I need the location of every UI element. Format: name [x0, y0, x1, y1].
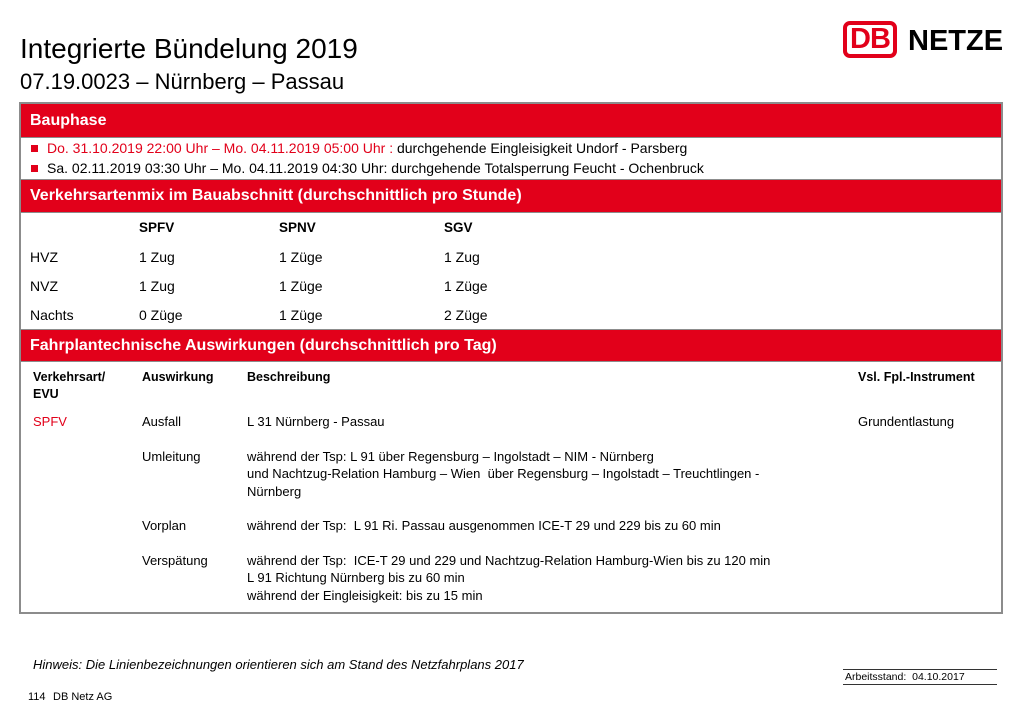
table-cell: 0 Züge	[139, 306, 183, 323]
table-row	[33, 448, 1001, 501]
beschreibung-line: Nürnberg	[247, 483, 302, 499]
table-header-row	[30, 213, 1001, 242]
instrument-cell	[858, 517, 1001, 535]
arbeitsstand-label: Arbeitsstand: 04.10.2017	[843, 669, 997, 685]
verkehrsart-cell	[33, 517, 142, 535]
verkehrsart-cell	[33, 448, 142, 501]
table-cell: 1 Zug	[139, 248, 175, 265]
column-header-verkehrsart: Verkehrsart/ EVU	[33, 370, 106, 401]
column-header-sgv: SGV	[444, 220, 473, 235]
table-row	[33, 413, 1001, 431]
auswirkung-cell: Umleitung	[142, 448, 201, 464]
table-row	[30, 271, 1001, 300]
beschreibung-cell	[247, 413, 858, 431]
beschreibung-cell	[247, 517, 858, 535]
table-row	[33, 552, 1001, 605]
netze-wordmark: NETZE	[908, 25, 1004, 57]
beschreibung-line: L 31 Nürnberg - Passau	[247, 414, 385, 429]
bauphase-description: Sa. 02.11.2019 03:30 Uhr – Mo. 04.11.2019 04:30 Uhr: durchgehende Totalsperrung Feucht - Ochenbruck	[47, 160, 704, 176]
row-label: HVZ	[30, 248, 58, 265]
company-name: DB Netz AG	[53, 691, 113, 703]
section-heading-bauphase: Bauphase	[21, 104, 1001, 138]
column-header-beschreibung: Beschreibung	[247, 370, 331, 384]
verkehrsart-cell	[33, 552, 142, 605]
table-cell: 1 Züge	[444, 277, 488, 294]
beschreibung-line: während der Eingleisigkeit: bis zu 15 min	[247, 587, 483, 603]
column-header-auswirkung: Auswirkung	[142, 370, 214, 384]
instrument-cell	[858, 448, 1001, 501]
column-header-instrument: Vsl. Fpl.-Instrument	[858, 370, 975, 384]
table-cell: 1 Zug	[139, 277, 175, 294]
table-cell: 1 Züge	[279, 306, 323, 323]
beschreibung-line: während der Tsp: L 91 Ri. Passau ausgenommen ICE-T 29 und 229 bis zu 60 min	[247, 518, 721, 533]
beschreibung-line: während der Tsp: ICE-T 29 und 229 und Nachtzug-Relation Hamburg-Wien bis zu 120 min	[247, 552, 771, 568]
beschreibung-line: L 91 Richtung Nürnberg bis zu 60 min	[247, 570, 465, 585]
column-header-spnv: SPNV	[279, 220, 316, 235]
section-heading-auswirkungen: Fahrplantechnische Auswirkungen (durchschnittlich pro Tag)	[21, 329, 1001, 362]
instrument-cell: Grundentlastung	[858, 414, 955, 429]
beschreibung-line: während der Tsp: L 91 über Regensburg – Ingolstadt – NIM - Nürnberg	[247, 448, 654, 464]
column-header-spfv: SPFV	[139, 220, 175, 235]
table-cell: 1 Züge	[279, 248, 323, 265]
section-heading-verkehrsartenmix: Verkehrsartenmix im Bauabschnitt (durchschnittlich pro Stunde)	[21, 179, 1001, 213]
table-header-row	[33, 369, 1001, 403]
table-cell: 1 Züge	[279, 277, 323, 294]
content-frame	[19, 102, 1003, 614]
bauphase-period: Do. 31.10.2019 22:00 Uhr – Mo. 04.11.2019 05:00 Uhr :	[47, 140, 394, 156]
bauphase-item	[21, 158, 1001, 178]
beschreibung-line: und Nachtzug-Relation Hamburg – Wien über Regensburg – Ingolstadt – Treuchtlingen -	[247, 466, 760, 481]
page-number: 114	[28, 691, 46, 703]
auswirkung-cell: Vorplan	[142, 518, 187, 533]
table-row	[33, 517, 1001, 535]
slide-subtitle: 07.19.0023 – Nürnberg – Passau	[20, 69, 345, 94]
bauphase-description: durchgehende Eingleisigkeit Undorf - Parsberg	[396, 140, 688, 156]
table-row	[30, 300, 1001, 329]
table-cell: 1 Zug	[444, 248, 480, 265]
bullet-square-icon	[31, 165, 38, 172]
bullet-square-icon	[31, 145, 38, 152]
table-cell: 2 Züge	[444, 306, 488, 323]
auswirkung-cell: Verspätung	[142, 552, 208, 568]
table-row	[30, 242, 1001, 271]
row-label: NVZ	[30, 277, 58, 294]
beschreibung-cell	[247, 552, 858, 605]
auswirkungen-table	[21, 362, 1001, 612]
auswirkung-cell: Ausfall	[142, 414, 182, 429]
verkehrsartenmix-table	[21, 213, 1001, 329]
slide-title: Integrierte Bündelung 2019	[20, 33, 358, 64]
db-logo-mark: DB	[843, 21, 897, 58]
row-label: Nachts	[30, 306, 74, 323]
verkehrsart-cell: SPFV	[33, 414, 67, 429]
instrument-cell	[858, 552, 1001, 605]
beschreibung-cell	[247, 448, 858, 501]
bauphase-list	[21, 138, 1001, 179]
footnote-hinweis: Hinweis: Die Linienbezeichnungen orientieren sich am Stand des Netzfahrplans 2017	[33, 657, 524, 672]
bauphase-item	[21, 138, 1001, 158]
